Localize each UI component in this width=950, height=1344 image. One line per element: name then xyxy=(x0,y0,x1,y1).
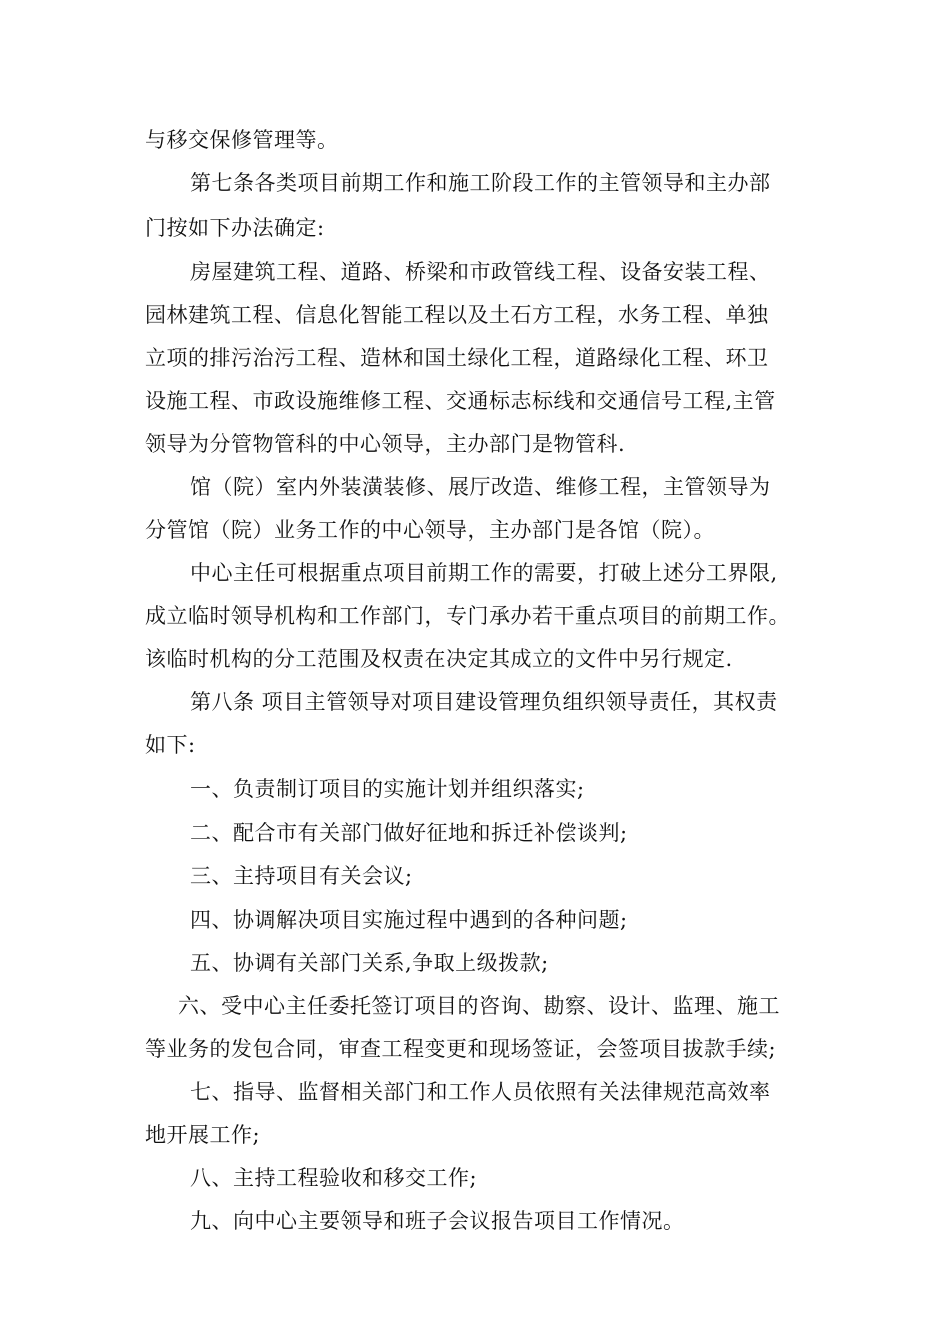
text-line: 领导为分管物管科的中心领导，主办部门是物管科. xyxy=(145,432,626,456)
text-line: 馆（院）室内外装潢装修、展厅改造、维修工程，主管领导为 xyxy=(190,475,771,499)
text-line: 立项的排污治污工程、造林和国土绿化工程，道路绿化工程、环卫 xyxy=(145,346,769,370)
text-line: 该临时机构的分工范围及权责在决定其成立的文件中另行规定. xyxy=(145,647,733,671)
text-line: 设施工程、市政设施维修工程、交通标志标线和交通信号工程,主管 xyxy=(145,389,776,413)
text-line: 分管馆（院）业务工作的中心领导，主办部门是各馆（院）。 xyxy=(145,518,715,542)
text-line: 七、指导、监督相关部门和工作人员依照有关法律规范高效率 xyxy=(190,1080,771,1104)
text-line: 九、向中心主要领导和班子会议报告项目工作情况。 xyxy=(190,1209,685,1233)
text-line: 中心主任可根据重点项目前期工作的需要，打破上述分工界限, xyxy=(190,561,778,585)
text-line: 五、协调有关部门关系,争取上级拨款; xyxy=(190,951,549,975)
text-line: 二、配合市有关部门做好征地和拆迁补偿谈判; xyxy=(190,821,628,845)
text-line: 第八条 项目主管领导对项目建设管理负组织领导责任，其权责 xyxy=(190,690,778,714)
text-line: 第七条各类项目前期工作和施工阶段工作的主管领导和主办部 xyxy=(190,171,771,195)
text-line: 等业务的发包合同，审查工程变更和现场签证，会签项目拔款手续; xyxy=(145,1037,777,1061)
text-line: 六、受中心主任委托签订项目的咨询、勘察、设计、监理、施工 xyxy=(178,994,780,1018)
text-line: 成立临时领导机构和工作部门，专门承办若干重点项目的前期工作。 xyxy=(145,604,790,628)
text-line: 与移交保修管理等。 xyxy=(145,128,339,152)
text-line: 一、负责制订项目的实施计划并组织落实; xyxy=(190,777,585,801)
text-line: 四、协调解决项目实施过程中遇到的各种问题; xyxy=(190,908,628,932)
text-line: 房屋建筑工程、道路、桥梁和市政管线工程、设备安装工程、 xyxy=(190,260,771,284)
text-line: 如下: xyxy=(145,733,196,757)
text-line: 地开展工作; xyxy=(145,1123,261,1147)
text-line: 园林建筑工程、信息化智能工程以及土石方工程，水务工程、单独 xyxy=(145,303,769,327)
text-line: 三、主持项目有关会议; xyxy=(190,864,413,888)
text-line: 门按如下办法确定: xyxy=(145,216,325,240)
text-line: 八、主持工程验收和移交工作; xyxy=(190,1166,478,1190)
